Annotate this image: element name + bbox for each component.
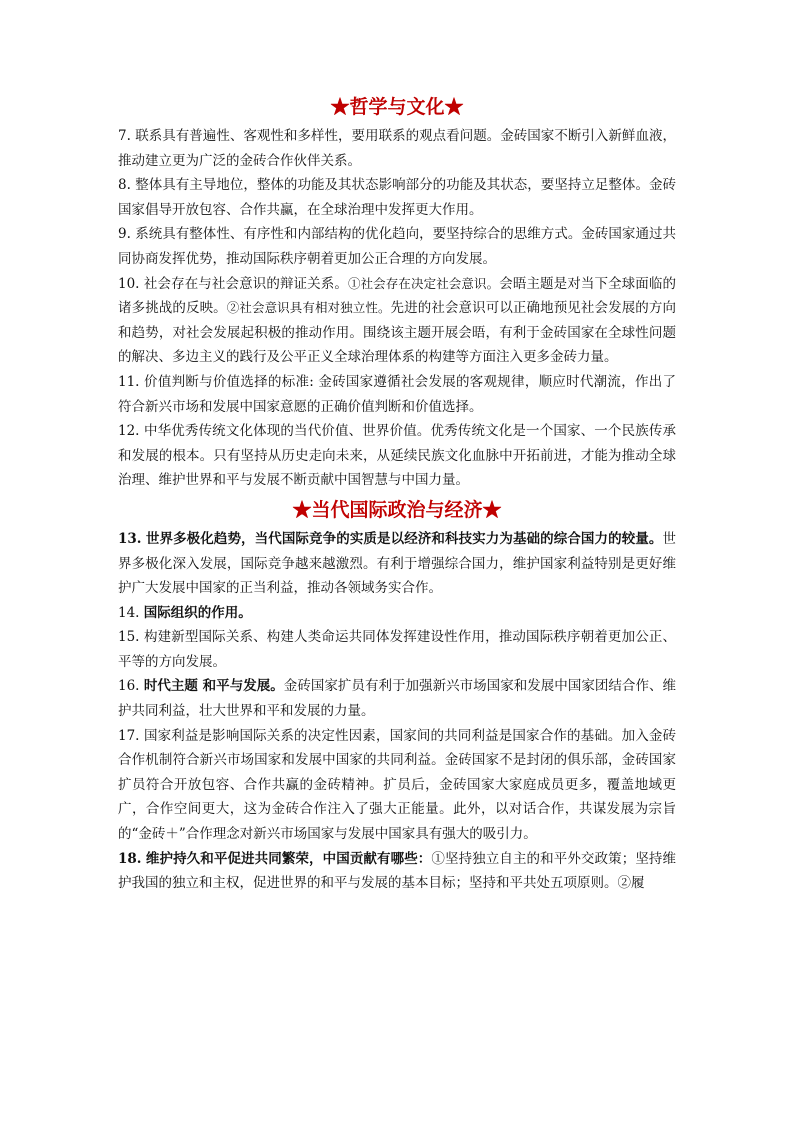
star-icon: ★ <box>444 96 464 118</box>
list-item-16 <box>118 674 676 723</box>
list-item-18 <box>118 847 676 896</box>
list-item-10 <box>118 272 676 370</box>
item-text: 系统具有整体性、有序性和内部结构的优化趋向，要坚持综合的思维方式。金砖国家通过共同协商发挥优势，推动国际秩序朝着更加公正合理的方向发展。 <box>118 226 676 267</box>
item-text: 联系具有普遍性、客观性和多样性，要用联系的观点看问题。金砖国家不断引入新鲜血液，推动建立更为广泛的金砖合作伙伴关系。 <box>118 128 676 169</box>
item-number: 14. <box>118 604 140 621</box>
item-number: 16. <box>118 678 140 695</box>
section-title-philosophy <box>118 92 676 122</box>
item-number: 18. <box>118 850 142 867</box>
item-bold-text: 国际组织的作用。 <box>143 604 252 621</box>
list-item-13 <box>118 527 676 601</box>
item-text: 金砖国家扩员有利于加强新兴市场国家和发展中国家团结合作、维护共同利益，壮大世界和平和发展的力量。 <box>118 678 677 720</box>
item-bold-text: 时代主题 和平与发展。 <box>143 678 284 695</box>
list-item-17 <box>118 724 676 847</box>
star-icon: ★ <box>482 498 502 521</box>
list-item-11 <box>118 370 676 419</box>
item-text: 社会存在与社会意识的辩证关系。 <box>143 275 348 292</box>
list-item-7 <box>118 124 676 173</box>
item-number: 7. <box>118 128 131 144</box>
star-icon: ★ <box>330 96 350 118</box>
item-text: ①坚持独立自主的和平外交政策；坚持维护我国的独立和主权，促进世界的和平与发展的基本目标；坚持和平共处五项原则。②履 <box>118 850 677 892</box>
item-text: 价值判断与价值选择的标准: 金砖国家遵循社会发展的客观规律，顺应时代潮流，作出了符合新兴市场和发展中国家意愿的正确价值判断和价值选择。 <box>118 373 676 415</box>
item-number: 10. <box>118 275 140 292</box>
section-title-politics-economy <box>118 495 676 525</box>
section-title-text: 当代国际政治与经济 <box>311 498 483 521</box>
item-number: 12. <box>118 423 140 440</box>
item-text: 构建新型国际关系、构建人类命运共同体发挥建设性作用，推动国际秩序朝着更加公正、平等的方向发展。 <box>118 629 677 670</box>
star-icon: ★ <box>292 498 312 521</box>
item-number: 8. <box>118 177 131 194</box>
item-text: 世界多极化深入发展，国际竞争越来越激烈。有利于增强综合国力，维护国家利益特别是更好维护广大发展中国家的正当利益，推动各领域务实合作。 <box>118 530 676 597</box>
item-number: 9. <box>118 226 131 243</box>
item-text: ①社会存在决定社会意识。 <box>347 275 500 291</box>
item-bold-text: 世界多极化趋势，当代国际竞争的实质是以经济和科技实力为基础的综合国力的较量。 <box>145 530 663 547</box>
item-number: 15. <box>118 629 140 646</box>
document-page <box>118 92 676 896</box>
item-number: 17. <box>118 727 140 744</box>
list-item-8 <box>118 173 676 222</box>
item-text: 先进的社会意识可以正确地预见社会发展的方向和趋势，对社会发展起积极的推动作用。围绕该主题开展会晤，有利于金砖国家在全球性问题的解决、多边主义的践行及公平正义全球治理体系的构建等方面注入更多金砖力量。 <box>118 300 676 366</box>
item-text: 会晤主题是对当下全球面临的诸多挑战的反映。 <box>118 275 676 317</box>
list-item-14 <box>118 601 676 626</box>
list-item-9 <box>118 222 676 271</box>
list-item-15 <box>118 625 676 674</box>
item-text: 整体具有主导地位，整体的功能及其状态影响部分的功能及其状态，要坚持立足整体。金砖国家倡导开放包容、合作共赢，在全球治理中发挥更大作用。 <box>118 177 676 218</box>
item-text: 中华优秀传统文化体现的当代价值、世界价值。优秀传统文化是一个国家、一个民族传承和发展的根本。只有坚持从历史走向未来，从延续民族文化血脉中开拓前进，才能为推动全球治理、维护世界和平与发展不断贡献中国智慧与中国力量。 <box>118 423 677 489</box>
item-text: 国家利益是影响国际关系的决定性因素，国家间的共同利益是国家合作的基础。加入金砖合作机制符合新兴市场国家和发展中国家的共同利益。金砖国家不是封闭的俱乐部，金砖国家扩员符合开放包容、合作共赢的金砖精神。扩员后，金砖国家大家庭成员更多，覆盖地域更广，合作空间更大，这为金砖合作注入了强大正能量。此外，以对话合作，共谋发展为宗旨的“金砖＋”合作理念对新兴市场国家与发展中国家具有强大的吸引力。 <box>118 727 677 843</box>
section-title-text: 哲学与文化 <box>349 96 445 118</box>
item-text: ②社会意识具有相对独立性。 <box>226 300 391 316</box>
list-item-12 <box>118 419 676 493</box>
item-number: 11. <box>118 373 140 390</box>
item-bold-text: 维护持久和平促进共同繁荣，中国贡献有哪些： <box>145 850 432 867</box>
item-number: 13. <box>118 530 142 547</box>
